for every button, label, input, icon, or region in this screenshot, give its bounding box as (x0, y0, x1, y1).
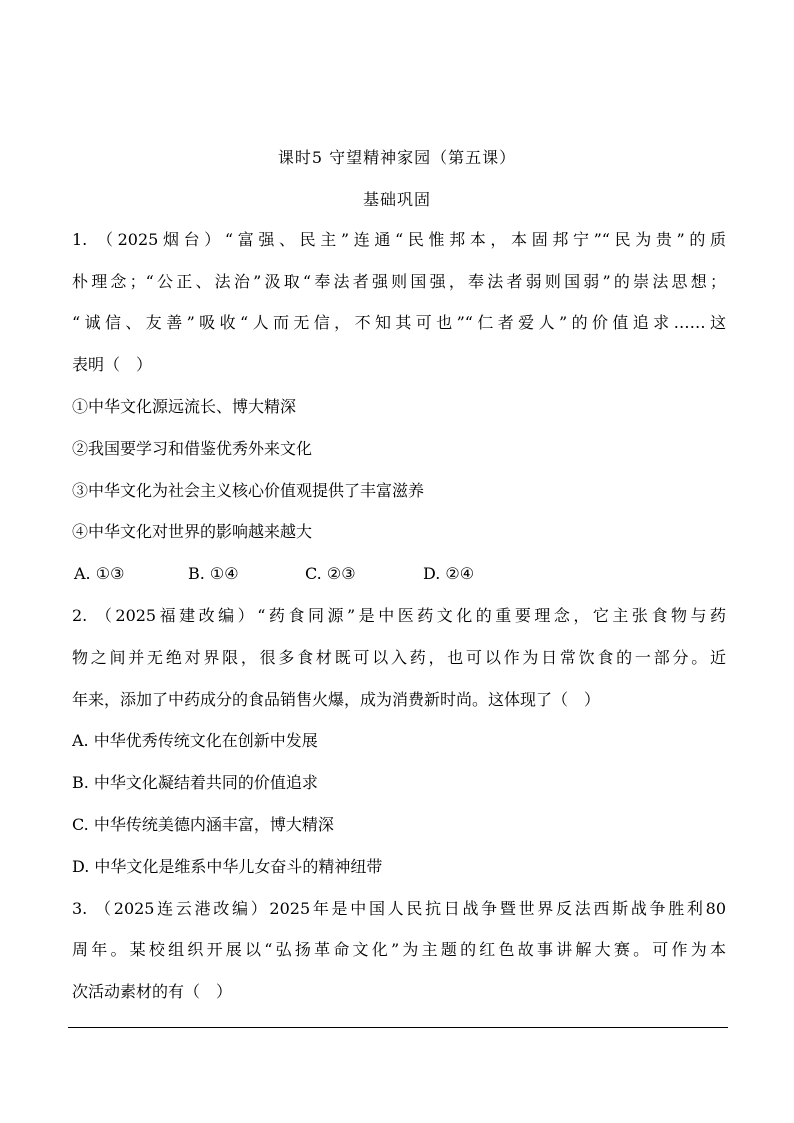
question-1-line-3: “诚信、友善”吸收“人而无信，不知其可也”“仁者爱人”的价值追求……这 (72, 313, 726, 332)
question-2-line-2: 物之间并无绝对界限，很多食材既可以入药，也可以作为日常饮食的一部分。近 (72, 648, 726, 667)
question-2-option-b[interactable]: B. 中华文化凝结着共同的价值追求 (72, 773, 318, 792)
question-3-line-3: 次活动素材的有（ ） (72, 982, 233, 1001)
question-2-line-3: 年来，添加了中药成分的食品销售火爆，成为消费新时尚。这体现了（ ） (72, 690, 601, 709)
question-2-option-a[interactable]: A. 中华优秀传统文化在创新中发展 (72, 731, 318, 750)
question-1-line-4: 表明（ ） (72, 355, 153, 374)
question-1-option-b[interactable]: B. ①④ (188, 564, 239, 583)
question-1-statement-2: ②我国要学习和借鉴优秀外来文化 (72, 439, 313, 458)
question-1-statement-4: ④中华文化对世界的影响越来越大 (72, 522, 313, 541)
question-1-option-d[interactable]: D. ②④ (423, 564, 475, 583)
question-2-option-d[interactable]: D. 中华文化是维系中华儿女奋斗的精神纽带 (72, 857, 383, 876)
question-3-line-1: 3. （2025连云港改编）2025年是中国人民抗日战争暨世界反法西斯战争胜利80 (72, 899, 726, 918)
footer-divider (68, 1027, 728, 1028)
question-1-line-2: 朴理念；“公正、法治”汲取“奉法者强则国强，奉法者弱则国弱”的崇法思想； (72, 272, 726, 291)
section-heading: 基础巩固 (362, 190, 431, 209)
question-2-option-c[interactable]: C. 中华传统美德内涵丰富，博大精深 (72, 815, 334, 834)
question-1-line-1: 1. （2025烟台）“富强、民主”连通“民惟邦本，本固邦宁”“民为贵”的质 (72, 230, 726, 249)
question-2-line-1: 2. （2025福建改编）“药食同源”是中医药文化的重要理念，它主张食物与药 (72, 606, 726, 625)
question-1-options (72, 562, 726, 586)
question-1-option-a[interactable]: A. ①③ (74, 564, 125, 583)
page-title: 课时5 守望精神家园（第五课） (277, 148, 517, 167)
question-1-statement-1: ①中华文化源远流长、博大精深 (72, 397, 297, 416)
question-1-option-c[interactable]: C. ②③ (305, 564, 356, 583)
question-1-statement-3: ③中华文化为社会主义核心价值观提供了丰富滋养 (72, 481, 425, 500)
question-3-line-2: 周年。某校组织开展以“弘扬革命文化”为主题的红色故事讲解大赛。可作为本 (72, 940, 726, 959)
